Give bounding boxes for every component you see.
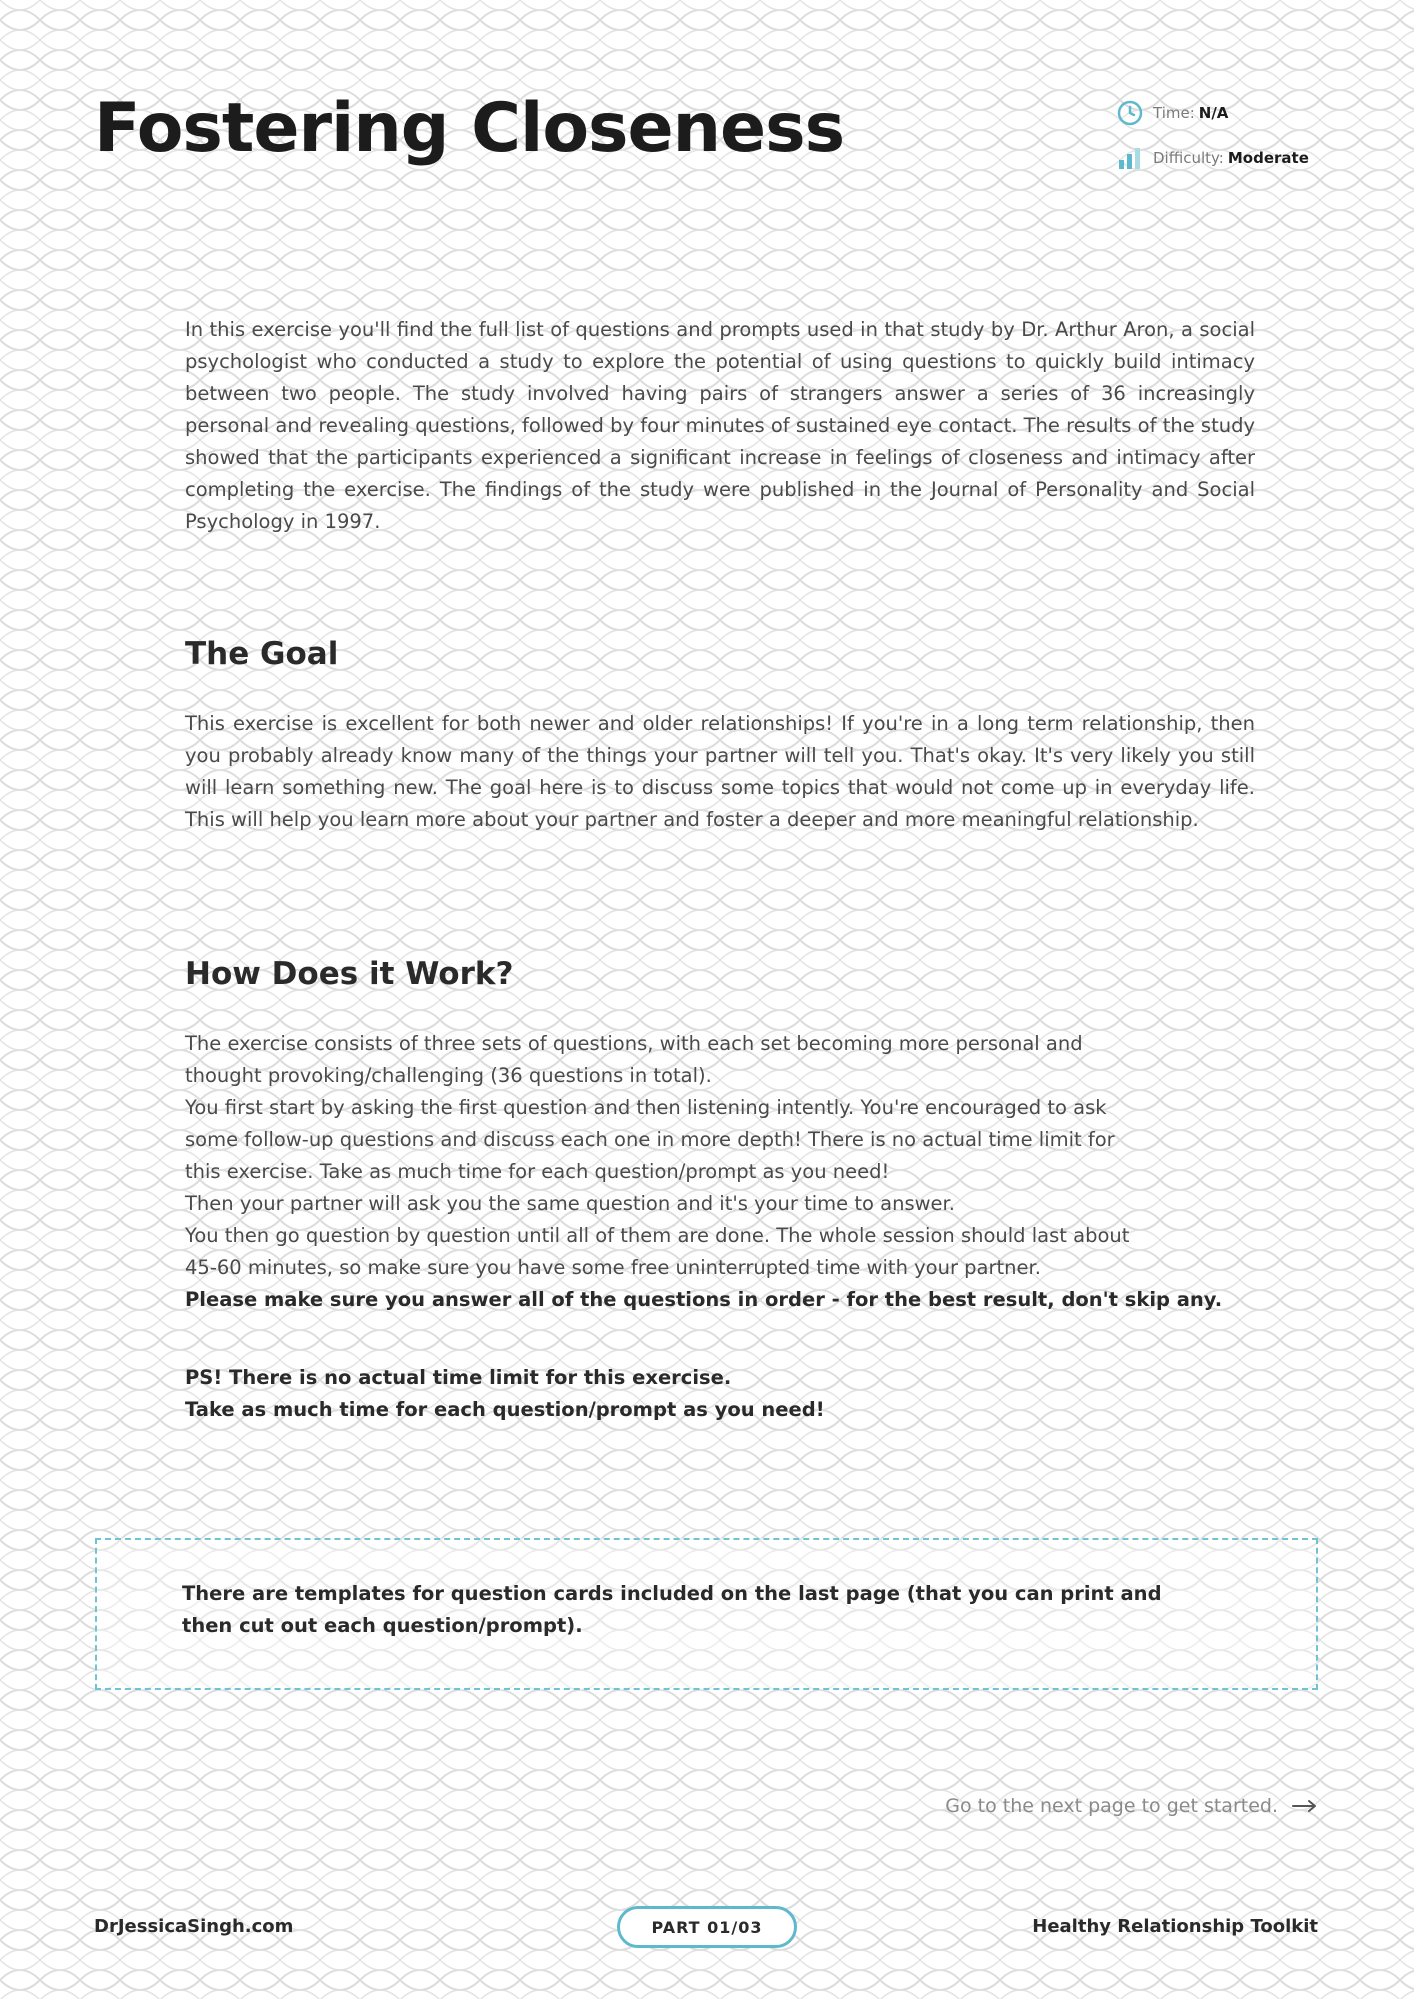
how-line: some follow-up questions and discuss each one in more depth! There is no actual time limit for [185,1128,1115,1151]
how-emphasis: Please make sure you answer all of the questions in order - for the best result, don't skip any. [185,1288,1223,1311]
how-line: thought provoking/challenging (36 questions in total). [185,1064,712,1087]
next-page-label: Go to the next page to get started. [945,1795,1278,1817]
goal-paragraph: This exercise is excellent for both newer and older relationships! If you're in a long term relationship, then you probably already know many of the things your partner will tell you. That's okay. It's very likely you still will learn something new. The goal here is to discuss some topics that would not come up in everyday life. This will help you learn more about your partner and foster a deeper and more meaningful relationship. [185,712,1255,831]
how-line: 45-60 minutes, so make sure you have some free uninterrupted time with your partner. [185,1256,1041,1279]
ps-note [185,1362,1255,1426]
arrow-right-icon [1292,1799,1318,1813]
part-badge: PART 01/03 [617,1906,797,1948]
footer-website: DrJessicaSingh.com [94,1916,294,1937]
templates-callout-box [95,1538,1318,1690]
ps-line-2: Take as much time for each question/prompt as you need! [185,1398,825,1421]
goal-section [185,708,1255,836]
bar-chart-icon [1117,145,1143,171]
difficulty-indicator [1117,145,1367,171]
page-title: Fostering Closeness [94,89,845,168]
difficulty-value: Moderate [1227,149,1309,167]
how-section [185,1028,1255,1316]
clock-icon [1117,100,1143,126]
how-heading: How Does it Work? [185,956,514,992]
time-indicator [1117,100,1367,126]
time-label: Time: [1153,104,1195,122]
ps-line-1: PS! There is no actual time limit for this exercise. [185,1366,732,1389]
intro-section [185,314,1255,538]
goal-heading: The Goal [185,636,339,672]
next-page-link[interactable] [945,1795,1318,1817]
intro-paragraph: In this exercise you'll find the full list of questions and prompts used in that study by Dr. Arthur Aron, a social psychologist who conducted a study to explore the potential of using questions to quickly build intimacy between two people. The study involved having pairs of strangers answer a series of 36 increasingly personal and revealing questions, followed by four minutes of sustained eye contact. The results of the study showed that the participants experienced a significant increase in feelings of closeness and intimacy after completing the exercise. The findings of the study were published in the Journal of Personality and Social Psychology in 1997. [185,318,1255,533]
how-line: this exercise. Take as much time for each question/prompt as you need! [185,1160,890,1183]
callout-text: There are templates for question cards included on the last page (that you can print and then cut out each question/prompt). [182,1582,1162,1637]
how-line: Then your partner will ask you the same question and it's your time to answer. [185,1192,955,1215]
footer-toolkit-name: Healthy Relationship Toolkit [1032,1916,1318,1937]
how-line: The exercise consists of three sets of questions, with each set becoming more personal and [185,1032,1083,1055]
how-line: You then go question by question until all of them are done. The whole session should last about [185,1224,1130,1247]
time-value: N/A [1198,104,1229,122]
difficulty-label: Difficulty: [1153,149,1224,167]
how-line: You first start by asking the first question and then listening intently. You're encouraged to ask [185,1096,1107,1119]
